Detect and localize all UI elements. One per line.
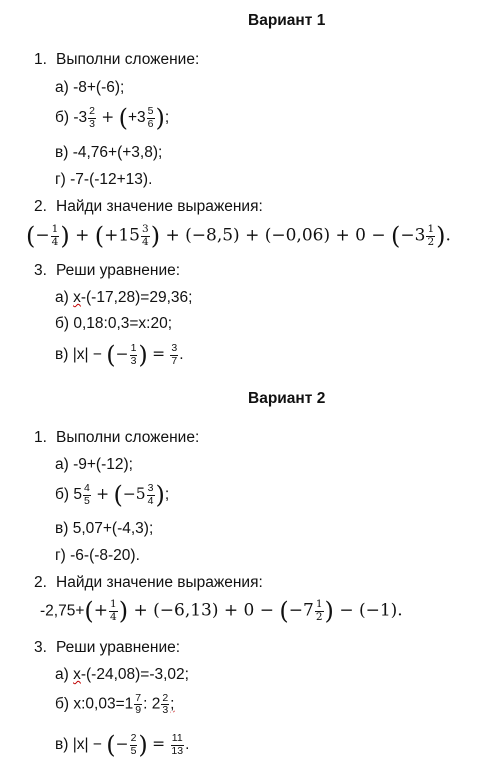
- task-1-number: 1.: [34, 429, 47, 446]
- task-3c: в) |x| − (− $\frac{2}{5}$ ) = $\frac{11}{13}$ .: [55, 731, 190, 759]
- task-1b: б) 5 $\frac{4}{5}$ + (−5 $\frac{3}{4}$ );: [55, 481, 170, 509]
- task-1-title: Выполни сложение:: [56, 429, 200, 446]
- task-1d: г) -7-(-12+13).: [55, 171, 153, 188]
- label-a: а): [55, 289, 74, 306]
- task-2-expression: -2,75+(+ $\frac{1}{4}$ ) + (−6,13) + 0 − (−7 $\frac{1}{2}$ ) − (−1).: [40, 597, 403, 625]
- task-2-title: Найди значение выражения:: [56, 574, 263, 591]
- paren-open: (: [118, 104, 128, 132]
- plus-sign: +: [101, 108, 115, 127]
- task-3-number: 3.: [34, 639, 47, 656]
- inner-term: +3: [127, 109, 146, 127]
- task-3-title: Реши уравнение:: [56, 639, 181, 656]
- variant-2-title: Вариант 2: [248, 390, 326, 407]
- task-3b: б) х:0,03=1 $\frac{7}{9}$ : 2 $\frac{2}{3}$ ;: [55, 692, 175, 717]
- task-3-title: Реши уравнение:: [56, 262, 181, 279]
- variant-1-title: Вариант 1: [248, 12, 326, 29]
- task-3-number: 3.: [34, 262, 47, 279]
- variable-x: х: [73, 289, 81, 306]
- task-3a-rest: -(-17,28)=29,36;: [80, 289, 193, 306]
- task-1a: а) -9+(-12);: [55, 456, 133, 473]
- task-3c: в) |x| − (− $\frac{1}{3}$ ) = $\frac{3}{7}$ .: [55, 341, 184, 369]
- task-3a: [55, 290, 192, 306]
- task-1d: г) -6-(-8-20).: [55, 547, 140, 564]
- task-2-number: 2.: [34, 574, 47, 591]
- task-3a: а) х-(-24,08)=-3,02;: [55, 666, 189, 683]
- task-2-title: Найди значение выражения:: [56, 198, 263, 215]
- task-1c: в) -4,76+(+3,8);: [55, 144, 163, 161]
- task-1-title: Выполни сложение:: [56, 51, 200, 68]
- task-2-number: 2.: [34, 198, 47, 215]
- paren-close: ): [155, 104, 165, 132]
- task-3b: б) 0,18:0,3=х:20;: [55, 315, 173, 332]
- variable-x: х: [73, 666, 81, 683]
- task-1a: а) -8+(-6);: [55, 79, 125, 96]
- task-2-expression: (− $\frac{1}{4}$ ) + (+15 $\frac{3}{4}$ ) + (−8,5) + (−0,06) + 0 − (−3 $\frac{1}{2}$ ).: [26, 222, 451, 250]
- semicolon: ;: [164, 109, 170, 127]
- task-1b-prefix: б) -3: [55, 109, 88, 127]
- task-1-number: 1.: [34, 51, 47, 68]
- fraction: $\frac{2}{3}$: [89, 105, 95, 130]
- task-1c: в) 5,07+(-4,3);: [55, 520, 154, 537]
- fraction: $\frac{5}{6}$: [147, 105, 154, 130]
- task-1b: [55, 106, 169, 130]
